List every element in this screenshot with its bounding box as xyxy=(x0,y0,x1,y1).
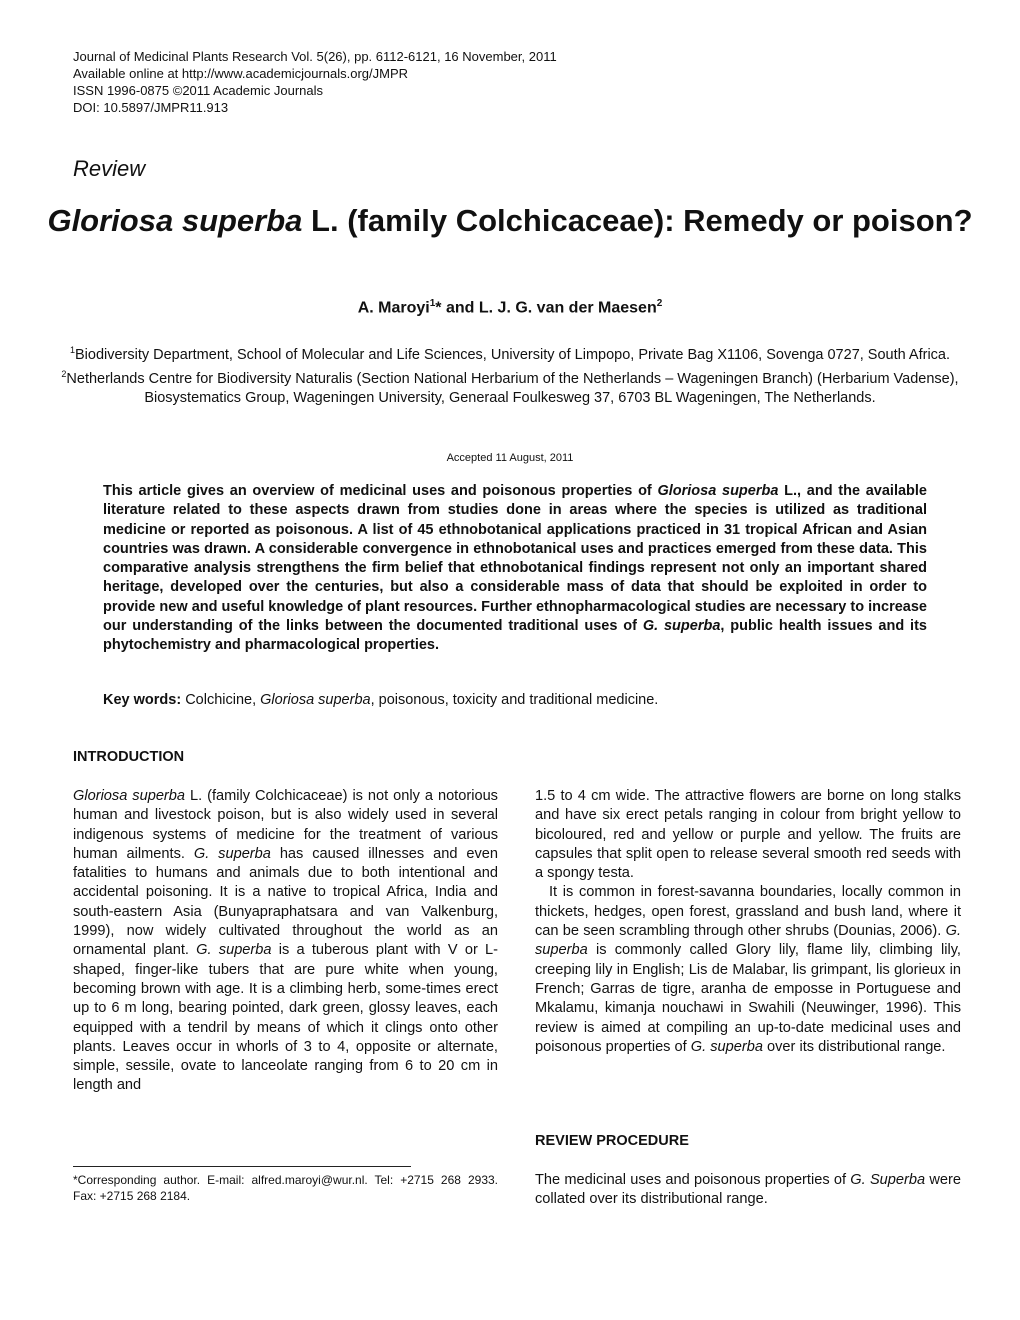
keywords-label: Key words: xyxy=(103,692,182,708)
title-species: Gloriosa superba xyxy=(47,203,303,238)
abstract xyxy=(103,482,927,656)
affiliation-2-text: Netherlands Centre for Biodiversity Naturalis (Section National Herbarium of the Netherlands – Wageningen Branch) (Herbarium Vadense), Biosystematics Group, Wageningen University, Generaal Foulkesweg 37, 6703 BL Wageningen, The Netherlands. xyxy=(66,370,959,406)
journal-citation: Journal of Medicinal Plants Research Vol. 5(26), pp. 6112-6121, 16 November, 2011 xyxy=(73,49,557,64)
keywords xyxy=(103,692,658,708)
review-species: G. Superba xyxy=(850,1172,926,1188)
intro-paragraph-1 xyxy=(73,787,498,1096)
author-1: A. Maroyi xyxy=(357,299,430,317)
keywords-text-1: Colchicine, xyxy=(181,692,261,708)
intro-species-f: G. superba xyxy=(690,1038,763,1055)
abstract-species-1: Gloriosa superba xyxy=(657,483,779,499)
journal-issn: ISSN 1996-0875 ©2011 Academic Journals xyxy=(73,83,323,98)
intro-paragraph-1-cont: 1.5 to 4 cm wide. The attractive flowers are borne on long stalks and have six erect petals ranging in colour from bright yellow to bicoloured, red and yellow or purple and yellow. The fruits are capsules that split open to release several smooth red seeds with a spongy testa. xyxy=(535,788,961,882)
abstract-species-2: G. superba xyxy=(642,618,721,635)
affiliations xyxy=(60,341,960,408)
intro-text-e: It is common in forest-savanna boundaries, locally common in thickets, hedges, open forest, grassland and bush land, where it can be seen scrambling through other shrubs (Dounias, 2006). xyxy=(535,884,961,940)
corresponding-author-footnote: *Corresponding author. E-mail: alfred.maroyi@wur.nl. Tel: +2715 268 2933. Fax: +2715 268 2184. xyxy=(73,1173,498,1203)
abstract-text-3: , public health issues and its phytochemistry and pharmacological properties. xyxy=(103,618,927,654)
intro-text-g: over its distributional range. xyxy=(762,1038,946,1055)
intro-species-c: G. superba xyxy=(196,942,272,959)
left-column xyxy=(73,787,498,1096)
intro-species-b: G. superba xyxy=(193,845,271,862)
corresponding-mark: * xyxy=(435,299,442,317)
review-text-a: The medicinal uses and poisonous properties of xyxy=(535,1172,851,1188)
journal-doi: DOI: 10.5897/JMPR11.913 xyxy=(73,100,229,115)
accepted-date: Accepted 11 August, 2011 xyxy=(446,452,574,464)
section-label: Review xyxy=(73,156,146,181)
review-text-b: were collated over its distributional range. xyxy=(535,1172,962,1208)
abstract-text-1: This article gives an overview of medicinal uses and poisonous properties of xyxy=(103,483,658,499)
keywords-species: Gloriosa superba xyxy=(260,692,371,708)
intro-paragraph-2 xyxy=(535,883,961,1057)
paper-title xyxy=(40,200,980,241)
intro-text-b: has caused illnesses and even fatalities to humans and animals due to both intentional and accidental poisoning. It is a native to tropical Africa, India and south-eastern Asia (Bunyapraphatsara and van Valkenburg, 1999), now widely cultivated throughout the world as an ornamental plant. xyxy=(73,845,498,959)
intro-text-c: is a tuberous plant with V or L-shaped, finger-like tubers that are pure white when young, becoming brown with age. It is a climbing herb, some-times erect up to 6 m long, bearing pointed, dark green, glossy leaves, each equipped with a tendril by means of which it clings onto other plants. Leaves occur in whorls of 3 to 4, opposite or alternate, simple, sessile, ovate to lanceolate ranging from 6 to 20 cm in length and xyxy=(73,942,499,1094)
journal-header xyxy=(73,48,557,116)
intro-text-f: is commonly called Glory lily, flame lily, climbing lily, creeping lily in English; Lis de Malabar, lis grimpant, lis glorieux in French; Garras de tigre, aranha de emposse in Portuguese and Mkalamu, kimanja nouchawi in Swahili (Neuwinger, 1996). This review is aimed at compiling an up-to-date medicinal uses and poisonous properties of xyxy=(535,942,961,1055)
affiliation-2 xyxy=(60,365,960,408)
author-2: L. J. G. van der Maesen xyxy=(478,299,657,317)
authors xyxy=(0,298,1020,317)
intro-species-a: Gloriosa superba xyxy=(73,788,186,804)
review-procedure-heading: REVIEW PROCEDURE xyxy=(535,1133,689,1149)
keywords-text-2: , poisonous, toxicity and traditional medicine. xyxy=(370,692,659,708)
affiliation-1-text: Biodiversity Department, School of Molecular and Life Sciences, University of Limpopo, Private Bag X1106, Sovenga 0727, South Africa. xyxy=(74,346,951,363)
author-2-affil: 2 xyxy=(656,298,663,309)
title-rest: L. (family Colchicaceae): Remedy or poison? xyxy=(302,203,973,238)
intro-species-e: G. superba xyxy=(535,923,961,959)
introduction-heading: INTRODUCTION xyxy=(73,749,185,765)
author-connector: and xyxy=(441,299,479,317)
affiliation-1-number: 1 xyxy=(69,345,75,355)
affiliation-2-number: 2 xyxy=(61,368,67,379)
abstract-text-2: L., and the available literature related to these aspects drawn from studies done in areas where the species is utilized as traditional medicine or reported as poisonous. A list of 45 ethnobotanical applications practiced in 31 tropical African and Asian countries was drawn. A considerable convergence in ethnobotanical uses and practices emerged from these data. This comparative analysis strengthens the firm belief that ethnobotanical findings represent not only an important shared heritage, developed over the centuries, but also a considerable mass of data that should be exploited in order to provide new and useful knowledge of plant resources. Further ethnopharmacological studies are necessary to increase our understanding of the links between the documented traditional uses of xyxy=(103,483,927,635)
affiliation-1 xyxy=(60,341,960,365)
footnote-divider xyxy=(73,1166,411,1167)
intro-text-a: L. (family Colchicaceae) is not only a notorious human and livestock poison, but is also widely used in several indigenous systems of medicine for the treatment of various human ailments. xyxy=(73,788,498,862)
journal-url: Available online at http://www.academicjournals.org/JMPR xyxy=(73,66,409,81)
right-column xyxy=(535,787,961,1057)
author-1-affil: 1 xyxy=(429,298,436,309)
review-procedure-text xyxy=(535,1171,961,1210)
